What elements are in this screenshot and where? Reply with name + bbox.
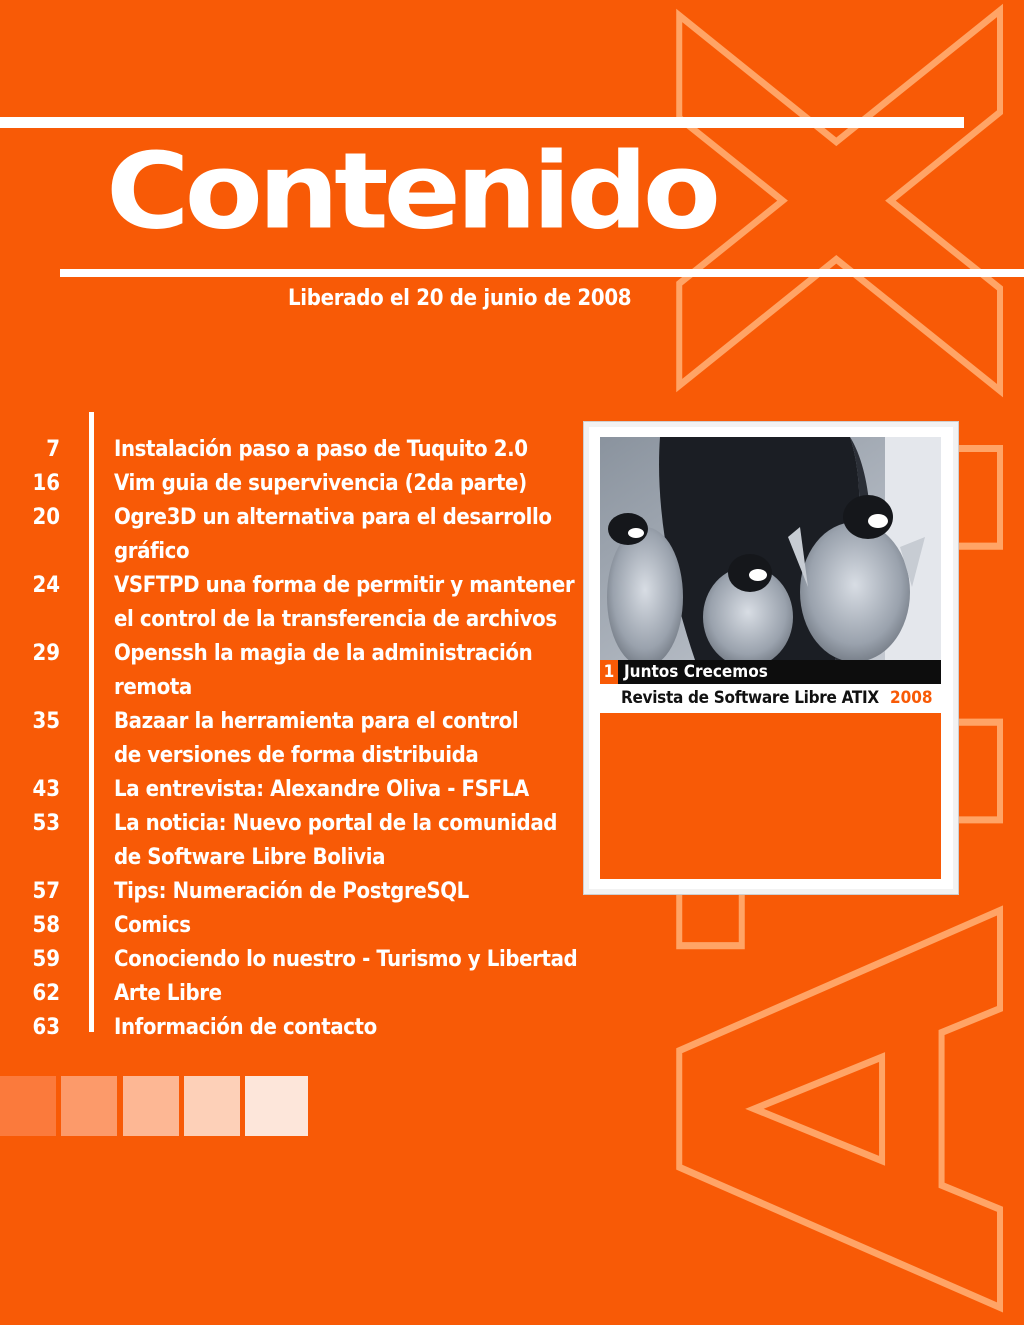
toc-title-line: de versiones de forma distribuida [114,743,479,768]
toc-page-number: 20 [32,505,60,530]
toc-page-number: 62 [32,981,60,1006]
toc-title-line: remota [114,675,192,700]
toc-title-line: el control de la transferencia de archivos [114,607,557,632]
toc-title-line: Instalación paso a paso de Tuquito 2.0 [114,437,528,462]
toc-title [114,433,584,467]
toc-title [114,875,584,909]
toc-entry[interactable] [0,807,600,875]
toc-entry[interactable] [0,467,600,501]
toc-title-line: Tips: Numeración de PostgreSQL [114,879,469,904]
toc-entry[interactable] [0,569,600,637]
toc-title-line: Comics [114,913,191,938]
toc-page-number: 16 [32,471,60,496]
cover-photo-penguins [600,437,941,660]
toc-title [114,1011,584,1045]
toc-title-line: Ogre3D un alternativa para el desarrollo [114,505,552,530]
color-swatch [245,1076,308,1136]
color-swatch [0,1076,56,1136]
toc-page-number: 29 [32,641,60,666]
toc-title-line: de Software Libre Bolivia [114,845,386,870]
toc-entry[interactable] [0,943,600,977]
top-rule [0,117,964,128]
toc-page-number: 57 [32,879,60,904]
toc-title [114,501,584,569]
toc-title [114,773,584,807]
toc-title-line: Vim guia de supervivencia (2da parte) [114,471,527,496]
toc-entry[interactable] [0,977,600,1011]
toc-page-number: 43 [32,777,60,802]
toc-entry[interactable] [0,875,600,909]
cover-issue-title: Juntos Crecemos [624,662,768,682]
toc-title-line: Arte Libre [114,981,222,1006]
toc-title-line: Conociendo lo nuestro - Turismo y Libertad [114,947,578,972]
toc-page-number: 58 [32,913,60,938]
title-underline-rule [60,269,1024,277]
toc-entry[interactable] [0,1011,600,1045]
toc-title-line: Openssh la magia de la administración [114,641,533,666]
toc-title-line: VSFTPD una forma de permitir y mantener [114,573,575,598]
color-swatch-strip [0,1076,310,1136]
toc-title-line: Bazaar la herramienta para el control [114,709,519,734]
toc-title-line: gráfico [114,539,190,564]
color-swatch [61,1076,117,1136]
toc-title [114,807,584,875]
toc-entry[interactable] [0,637,600,705]
table-of-contents [0,433,600,1045]
toc-title [114,943,584,977]
toc-entry[interactable] [0,433,600,467]
toc-title [114,637,584,705]
cover-magazine-name: Revista de Software Libre ATIX [621,688,879,708]
toc-entry[interactable] [0,773,600,807]
toc-page-number: 7 [46,437,60,462]
toc-title-line: La noticia: Nuevo portal de la comunidad [114,811,558,836]
release-date: Liberado el 20 de junio de 2008 [288,286,632,311]
toc-entry[interactable] [0,705,600,773]
page-title: Contenido [106,130,717,253]
cover-orange-block [600,717,941,879]
toc-title [114,569,584,637]
toc-page-number: 63 [32,1015,60,1040]
toc-title [114,705,584,773]
toc-page-number: 35 [32,709,60,734]
toc-entry[interactable] [0,909,600,943]
toc-page-number: 24 [32,573,60,598]
toc-title [114,467,584,501]
cover-caption-bar [600,660,941,684]
toc-page-number: 53 [32,811,60,836]
toc-title-line: Información de contacto [114,1015,377,1040]
toc-title [114,977,584,1011]
toc-page-number: 59 [32,947,60,972]
color-swatch [123,1076,179,1136]
toc-title-line: La entrevista: Alexandre Oliva - FSFLA [114,777,529,802]
toc-title [114,909,584,943]
cover-year: 2008 [890,688,933,708]
color-swatch [184,1076,240,1136]
cover-issue-number: 1 [600,660,618,684]
toc-entry[interactable] [0,501,600,569]
